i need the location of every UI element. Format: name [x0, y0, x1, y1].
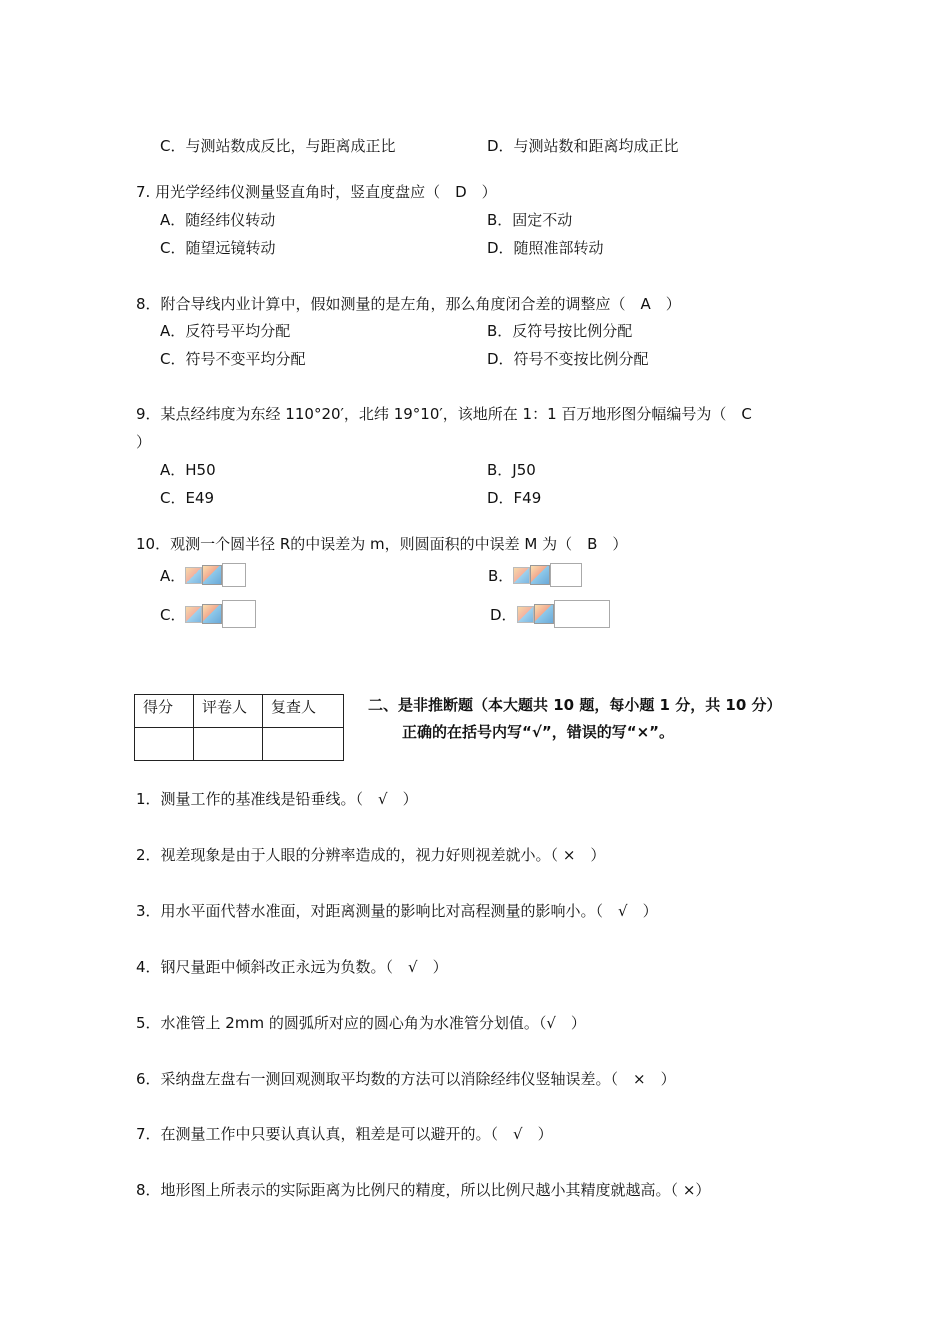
score-cell — [135, 728, 194, 761]
reviewer-cell — [263, 728, 344, 761]
score-table-header-row — [135, 695, 344, 728]
tf-item: 4．钢尺量距中倾斜改正永远为负数。（ √ ） — [136, 958, 448, 976]
broken-image-icon — [202, 604, 222, 624]
formula-image-frame — [222, 563, 246, 587]
q6-option-c: C．与测站数成反比，与距离成正比 — [160, 137, 396, 155]
q8-option-b: B．反符号按比例分配 — [487, 322, 633, 340]
score-table-blank-row — [135, 728, 344, 761]
broken-image-icon — [530, 565, 550, 585]
broken-image-icon — [534, 604, 554, 624]
q10-option-d — [490, 600, 610, 628]
formula-image-frame — [554, 600, 610, 628]
q10-option-b-label: B． — [488, 566, 514, 585]
formula-image-frame — [550, 563, 582, 587]
q9-option-b: B．J50 — [487, 461, 536, 479]
q9-option-c: C．E49 — [160, 489, 215, 507]
q10-option-a — [160, 563, 246, 587]
q9-stem-line2: ） — [136, 433, 152, 451]
q8-option-c: C．符号不变平均分配 — [160, 350, 306, 368]
tf-item: 2．视差现象是由于人眼的分辨率造成的，视力好则视差就小。（ × ） — [136, 846, 606, 864]
q10-option-a-label: A． — [160, 566, 186, 585]
broken-image-icon — [202, 565, 222, 585]
tf-item: 8．地形图上所表示的实际距离为比例尺的精度，所以比例尺越小其精度就越高。（ ×） — [136, 1181, 711, 1199]
tf-item: 3．用水平面代替水准面，对距离测量的影响比对高程测量的影响小。（ √ ） — [136, 902, 658, 920]
q8-option-a: A．反符号平均分配 — [160, 322, 291, 340]
formula-image-frame — [222, 600, 256, 628]
q9-stem-line1: 9．某点经纬度为东经 110°20′，北纬 19°10′，该地所在 1：1 百万地形图分幅编号为（ C — [136, 405, 752, 423]
broken-image-icon — [185, 567, 202, 584]
section2-subtitle: 正确的在括号内写“√”，错误的写“×”。 — [402, 723, 675, 741]
q10-stem: 10．观测一个圆半径 R的中误差为 m，则圆面积的中误差 M 为（ B ） — [136, 535, 628, 553]
grader-header: 评卷人 — [194, 695, 263, 728]
q9-option-d: D．F49 — [487, 489, 542, 507]
q8-stem: 8．附合导线内业计算中，假如测量的是左角，那么角度闭合差的调整应（ A ） — [136, 295, 681, 313]
q10-option-c — [160, 600, 256, 628]
q6-option-d: D．与测站数和距离均成正比 — [487, 137, 679, 155]
q10-option-c-label: C． — [160, 605, 186, 624]
q8-option-d: D．符号不变按比例分配 — [487, 350, 649, 368]
tf-item: 7．在测量工作中只要认真认真，粗差是可以避开的。（ √ ） — [136, 1125, 553, 1143]
tf-item: 6．采纳盘左盘右一测回观测取平均数的方法可以消除经纬仪竖轴误差。（ × ） — [136, 1070, 676, 1088]
q7-stem: 7. 用光学经纬仪测量竖直角时，竖直度盘应（ D ） — [136, 183, 497, 201]
q10-option-b — [488, 563, 582, 587]
q10-option-d-label: D． — [490, 605, 517, 624]
reviewer-header: 复查人 — [263, 695, 344, 728]
q7-option-b: B．固定不动 — [487, 211, 573, 229]
grader-cell — [194, 728, 263, 761]
tf-item: 1．测量工作的基准线是铅垂线。（ √ ） — [136, 790, 418, 808]
score-table — [134, 694, 344, 761]
q7-option-d: D．随照准部转动 — [487, 239, 604, 257]
q7-option-c: C．随望远镜转动 — [160, 239, 276, 257]
broken-image-icon — [513, 567, 530, 584]
score-header: 得分 — [135, 695, 194, 728]
tf-item: 5．水准管上 2mm 的圆弧所对应的圆心角为水准管分划值。（√ ） — [136, 1014, 586, 1032]
section2-title: 二、是非推断题（本大题共 10 题，每小题 1 分，共 10 分） — [368, 696, 782, 714]
q9-option-a: A．H50 — [160, 461, 216, 479]
broken-image-icon — [185, 606, 202, 623]
broken-image-icon — [517, 606, 534, 623]
q7-option-a: A．随经纬仪转动 — [160, 211, 276, 229]
